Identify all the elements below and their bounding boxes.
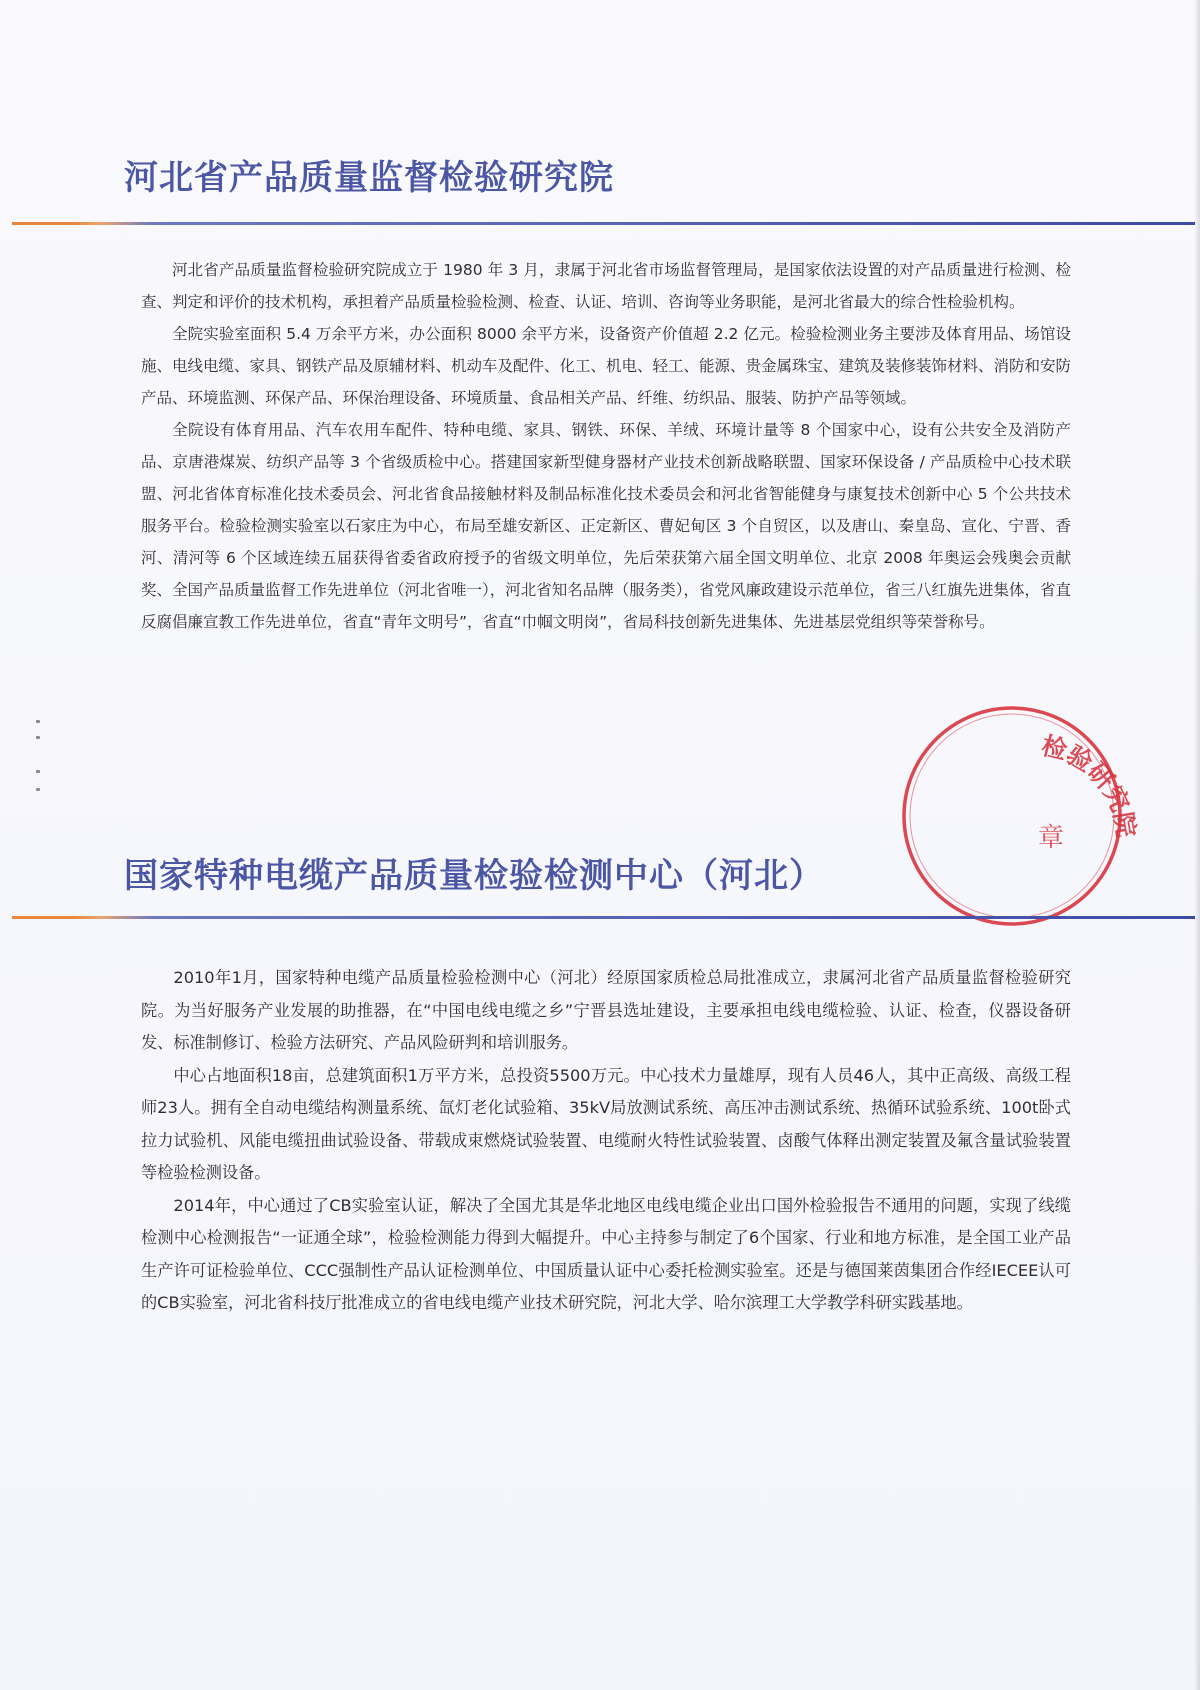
cable-center-text bbox=[141, 962, 1071, 1320]
red-seal-stamp bbox=[1034, 726, 1200, 922]
paragraph-center-certification: 2014年，中心通过了CB实验室认证，解决了全国尤其是华北地区电线电缆企业出口国外检验报告不通用的问题，实现了线缆检测中心检测报告“一证通全球”，检验检测能力得到大幅提升。中心主持参与制定了6个国家、行业和地方标准，是全国工业产品生产许可证检验单位、CCC强制性产品认证检测单位、中国质量认证中心委托检测实验室。还是与德国莱茵集团合作经IECEE认可的CB实验室，河北省科技厅批准成立的省电线电缆产业技术研究院，河北大学、哈尔滨理工大学教学科研实践基地。 bbox=[141, 1195, 1071, 1312]
title-divider-2 bbox=[12, 916, 1195, 919]
stamp-arc-text: 检验研究院 bbox=[1038, 730, 1141, 840]
paragraph-center-capacity: 中心占地面积18亩，总建筑面积1万平方米，总投资5500万元。中心技术力量雄厚，现有人员46人，其中正高级、高级工程师23人。拥有全自动电缆结构测量系统、氙灯老化试验箱、35kV局放测试系统、高压冲击测试系统、热循环试验系统、100t卧式拉力试验机、风能电缆扭曲试验设备、带载成束燃烧试验装置、电缆耐火特性试验装置、卤酸气体释出测定装置及氟含量试验装置等检验检测设备。 bbox=[141, 1065, 1071, 1182]
institute-intro-text bbox=[141, 254, 1071, 638]
section-title-institute: 河北省产品质量监督检验研究院 bbox=[124, 158, 614, 198]
section-title-cable-center: 国家特种电缆产品质量检验检测中心（河北） bbox=[124, 856, 824, 896]
scan-artifact-marks bbox=[36, 720, 44, 800]
paragraph-institute-facilities: 全院实验室面积 5.4 万余平方米，办公面积 8000 余平方米，设备资产价值超 2.2 亿元。检验检测业务主要涉及体育用品、场馆设施、电线电缆、家具、钢铁产品及原辅材料、机动车及配件、化工、机电、轻工、能源、贵金属珠宝、建筑及装修装饰材料、消防和安防产品、环境监测、环保产品、环保治理设备、环境质量、食品相关产品、纤维、纺织品、服装、防护产品等领域。 bbox=[141, 325, 1072, 407]
paragraph-institute-centers-honors: 全院设有体育用品、汽车农用车配件、特种电缆、家具、钢铁、环保、羊绒、环境计量等 8 个国家中心，设有公共安全及消防产品、京唐港煤炭、纺织产品等 3 个省级质检中心。搭建国家新型健身器材产业技术创新战略联盟、国家环保设备 / 产品质检中心技术联盟、河北省体育标准化技术委员会、河北省食品接触材料及制品标准化技术委员会和河北省智能健身与康复技术创新中心 5 个公共技术服务平台。检验检测实验室以石家庄为中心，布局至雄安新区、正定新区、曹妃甸区 3 个自贸区，以及唐山、秦皇岛、宣化、宁晋、香河、清河等 6 个区域连续五届获得省委省政府授予的省级文明单位，先后荣获第六届全国文明单位、北京 2008 年奥运会残奥会贡献奖、全国产品质量监督工作先进单位（河北省唯一），河北省知名品牌（服务类），省党风廉政建设示范单位，省三八红旗先进集体，省直反腐倡廉宣教工作先进单位，省直“青年文明号”，省直“巾帼文明岗”，省局科技创新先进集体、先进基层党组织等荣誉称号。 bbox=[141, 421, 1072, 631]
stamp-suffix-text: 章 bbox=[1038, 823, 1065, 853]
paragraph-center-founding: 2010年1月，国家特种电缆产品质量检验检测中心（河北）经原国家质检总局批准成立，隶属河北省产品质量监督检验研究院。为当好服务产业发展的助推器，在“中国电线电缆之乡”宁晋县选址建设，主要承担电线电缆检验、认证、检查，仪器设备研发、标准制修订、检验方法研究、产品风险研判和培训服务。 bbox=[141, 968, 1071, 1052]
title-divider-1 bbox=[12, 222, 1195, 225]
paragraph-institute-history: 河北省产品质量监督检验研究院成立于 1980 年 3 月，隶属于河北省市场监督管理局，是国家依法设置的对产品质量进行检测、检查、判定和评价的技术机构，承担着产品质量检验检测、检查、认证、培训、咨询等业务职能，是河北省最大的综合性检验机构。 bbox=[141, 261, 1071, 311]
